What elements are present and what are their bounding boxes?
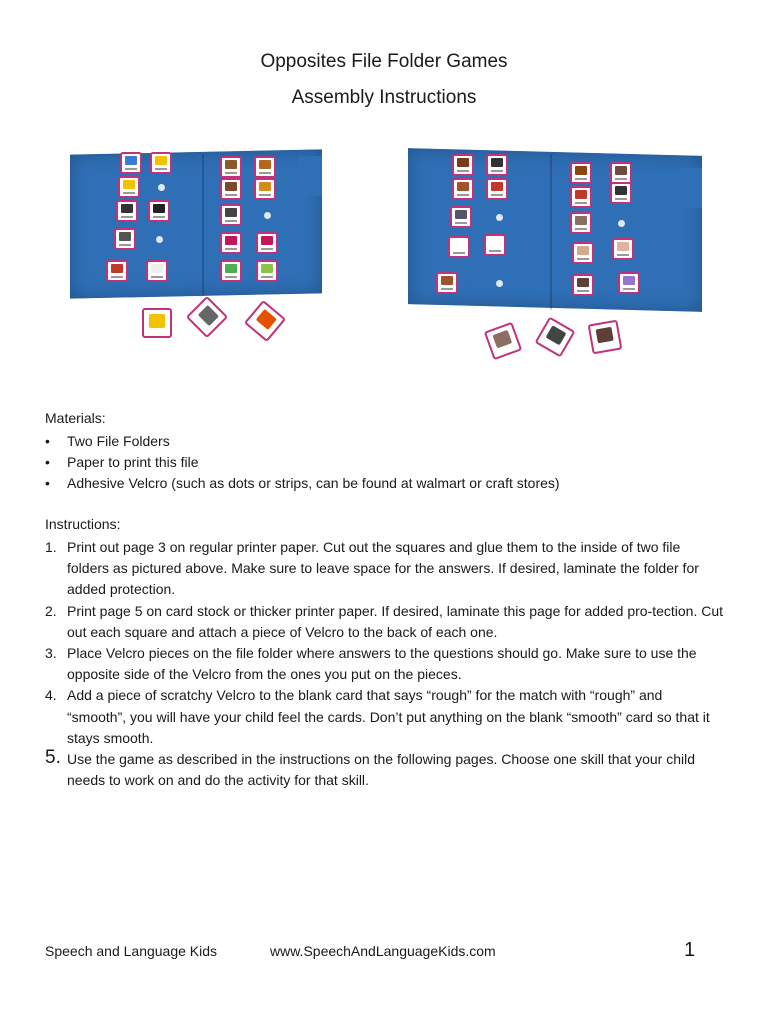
page-title: Opposites File Folder Games bbox=[260, 51, 508, 72]
list-item bbox=[45, 749, 725, 791]
list-item: • Adhesive Velcro (such as dots or strips, can be found at walmart or craft stores) bbox=[45, 473, 560, 494]
step-number: 1. bbox=[45, 539, 57, 555]
step-number: 5. bbox=[45, 747, 61, 769]
list-item bbox=[45, 601, 725, 643]
file-folder-photo-left bbox=[66, 146, 336, 356]
list-item bbox=[45, 685, 725, 749]
list-item bbox=[45, 643, 725, 685]
list-item: • Two File Folders bbox=[45, 431, 560, 452]
step-number: 3. bbox=[45, 645, 57, 662]
materials-heading: Materials: bbox=[45, 410, 106, 426]
step-text: Place Velcro pieces on the file folder where answers to the questions should go. Make sure to use the opposite side of the Velcro from the ones you put on the pieces. bbox=[67, 645, 697, 683]
instructions-list bbox=[45, 537, 725, 791]
instructions-heading: Instructions: bbox=[45, 516, 121, 532]
step-text: Print page 5 on card stock or thicker printer paper. If desired, laminate this page for added pro-tection. Cut out each square and attach a piece of Velcro to the back of each one. bbox=[67, 602, 724, 640]
step-text: Add a piece of scratchy Velcro to the blank card that says “rough” for the match with “rough” and “smooth”, you will have your child feel the cards. Don’t put anything on the blank “smooth” card so that it stays smooth. bbox=[67, 687, 710, 746]
step-number: 4. bbox=[45, 687, 57, 704]
page-subtitle: Assembly Instructions bbox=[291, 87, 477, 108]
list-item bbox=[45, 537, 725, 601]
list-item: • Paper to print this file bbox=[45, 452, 560, 473]
step-text: Use the game as described in the instructions on the following pages. Choose one skill that your child needs to work on and do the activity for that skill. bbox=[67, 751, 696, 789]
footer-site-name: Speech and Language Kids bbox=[45, 943, 218, 959]
step-number: 2. bbox=[45, 602, 57, 619]
footer-url: www.SpeechAndLanguageKids.com bbox=[270, 943, 496, 959]
step-text: Print out page 3 on regular printer paper. Cut out the squares and glue them to the inside of two file folders as pictured above. Make sure to leave space for the answers. If desired, laminate the folder for added protection. bbox=[67, 539, 699, 598]
materials-list bbox=[45, 431, 560, 495]
file-folder-photo-right bbox=[404, 148, 706, 370]
page-number: 1 bbox=[684, 939, 696, 961]
